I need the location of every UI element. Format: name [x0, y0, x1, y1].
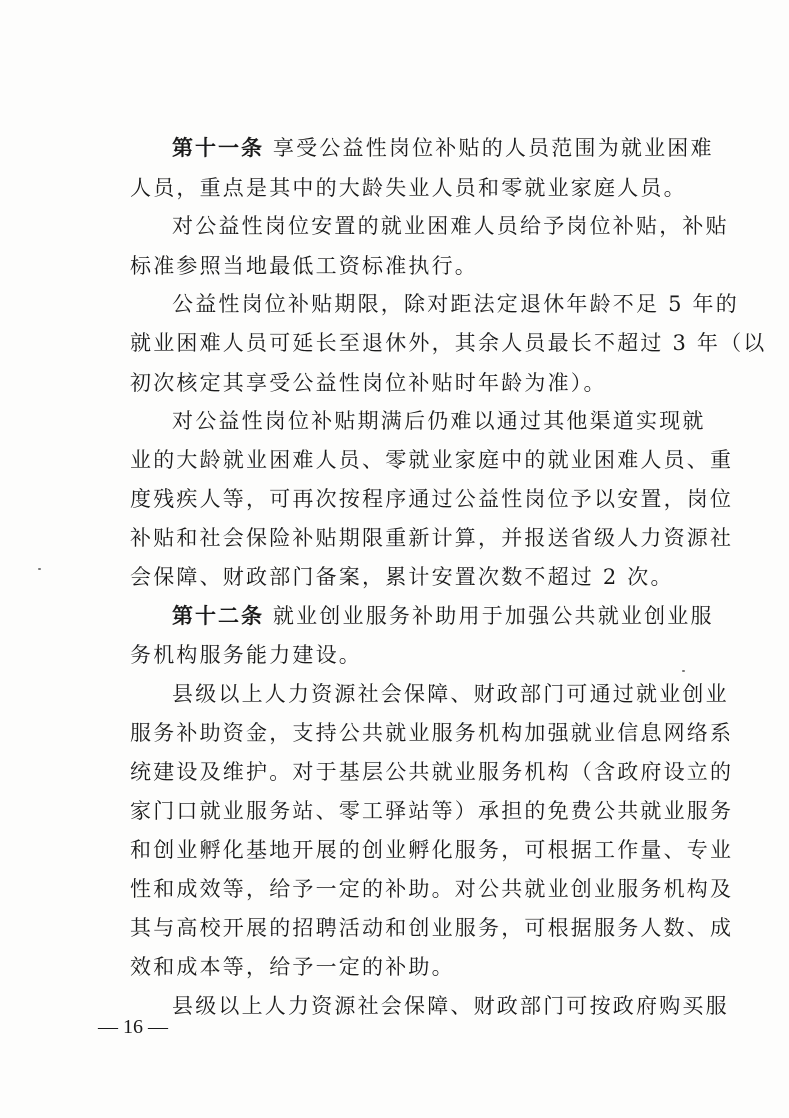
text-line: 县级以上人力资源社会保障、财政部门可按政府购买服: [172, 994, 729, 1018]
text-line: 对公益性岗位安置的就业困难人员给予岗位补贴，补贴: [172, 214, 729, 238]
text-line: 性和成效等，给予一定的补助。对公共就业创业服务机构及: [130, 877, 734, 901]
scan-speck: [682, 670, 685, 672]
text-line: 度残疾人等，可再次按程序通过公益性岗位予以安置，岗位: [130, 487, 734, 511]
text-line: 和创业孵化基地开展的创业孵化服务，可根据工作量、专业: [130, 838, 734, 862]
text-line: 县级以上人力资源社会保障、财政部门可通过就业创业: [172, 682, 729, 706]
text-line: 会保障、财政部门备案，累计安置次数不超过 2 次。: [130, 565, 674, 589]
text-line: 人员，重点是其中的大龄失业人员和零就业家庭人员。: [130, 176, 687, 200]
article-11-line-1: [172, 133, 714, 163]
text-line: 公益性岗位补贴期限，除对距法定退休年龄不足 5 年的: [172, 292, 739, 316]
text-line: 就业困难人员可延长至退休外，其余人员最长不超过 3 年（以: [130, 331, 767, 355]
text-line: 业的大龄就业困难人员、零就业家庭中的就业困难人员、重: [130, 448, 734, 472]
text-line: 家门口就业服务站、零工驿站等）承担的免费公共就业服务: [130, 799, 734, 823]
text-line: 服务补助资金，支持公共就业服务机构加强就业信息网络系: [130, 721, 734, 745]
text-line: 初次核定其享受公益性岗位补贴时年龄为准）。: [130, 371, 607, 395]
article-heading: 第十二条: [172, 603, 264, 628]
article-heading: 第十一条: [172, 135, 264, 160]
article-12-line-1: [172, 601, 714, 631]
text-line: 补贴和社会保险补贴期限重新计算，并报送省级人力资源社: [130, 526, 734, 550]
line-text: 就业创业服务补助用于加强公共就业创业服: [272, 604, 714, 628]
text-line: 务机构服务能力建设。: [130, 643, 362, 667]
text-line: 统建设及维护。对于基层公共就业服务机构（含政府设立的: [130, 760, 734, 784]
scan-speck: [38, 568, 41, 570]
line-text: 享受公益性岗位补贴的人员范围为就业困难: [272, 136, 714, 160]
text-line: 其与高校开展的招聘活动和创业服务，可根据服务人数、成: [130, 916, 734, 940]
text-line: 效和成本等，给予一定的补助。: [130, 955, 455, 979]
page-number: — 16 —: [98, 1016, 168, 1038]
text-line: 对公益性岗位补贴期满后仍难以通过其他渠道实现就: [172, 409, 706, 433]
text-line: 标准参照当地最低工资标准执行。: [130, 254, 478, 278]
